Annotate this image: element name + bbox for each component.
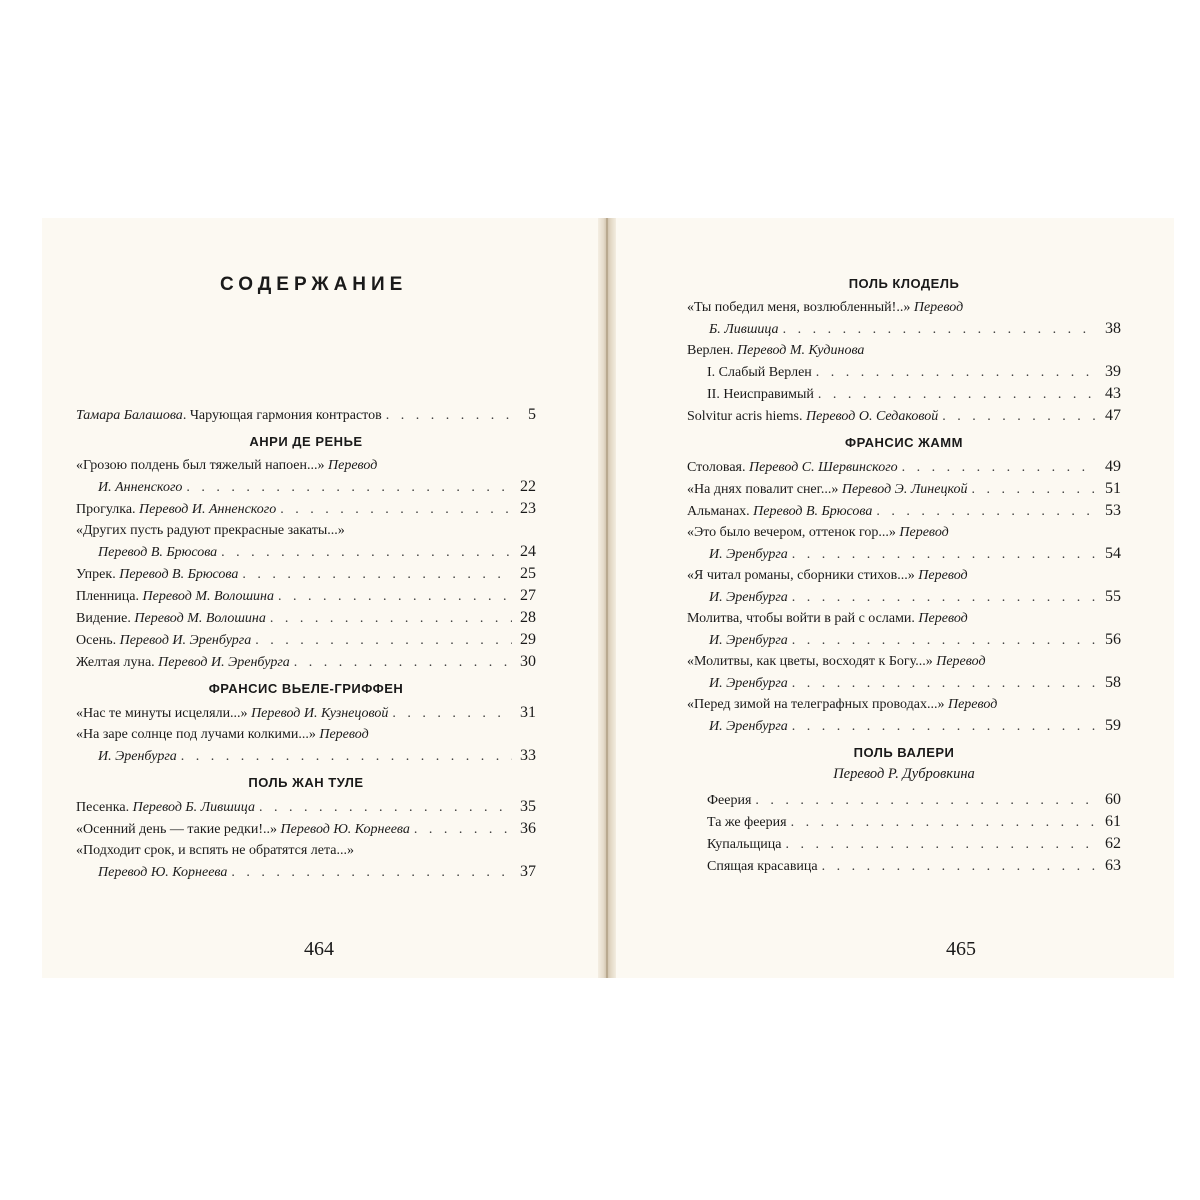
toc-entry[interactable]	[76, 520, 536, 563]
entry-title: «Молитвы, как цветы, восходят к Богу...»	[687, 654, 937, 669]
entry-translator: Перевод В. Брюсова	[119, 567, 239, 582]
entry-title: «Грозою полдень был тяжелый напоен...»	[76, 458, 328, 473]
book-gutter	[598, 218, 616, 978]
page-number: 5	[528, 406, 536, 423]
entry-translator: Перевод	[328, 458, 378, 473]
entry-translator: Перевод	[319, 727, 369, 742]
entry-translator: Перевод	[913, 300, 964, 315]
leader-dots	[259, 797, 512, 818]
toc-entry[interactable]	[687, 297, 1121, 340]
entry-translator: Перевод В. Брюсова	[753, 504, 873, 519]
entry-translator: Перевод И. Кузнецовой	[251, 706, 389, 721]
toc-entry[interactable]	[687, 565, 1121, 608]
entry-title: Песенка.	[76, 800, 133, 815]
toc-list-right	[687, 276, 1121, 877]
entry-title: «Перед зимой на телеграфных проводах...»	[687, 697, 948, 712]
entry-text: «Других пусть радуют прекрасные закаты...»	[76, 523, 345, 538]
page-number: 61	[1105, 813, 1121, 830]
leader-dots	[414, 819, 512, 840]
leader-dots	[792, 587, 1097, 608]
leader-dots	[792, 544, 1097, 565]
leader-dots	[255, 630, 512, 651]
section-subheading: Перевод Р. Дубровкина	[833, 766, 975, 782]
toc-entry[interactable]	[687, 651, 1121, 694]
page-number: 63	[1105, 857, 1121, 874]
entry-translator: Перевод	[899, 525, 949, 540]
folio-right: 465	[946, 938, 976, 960]
leader-dots	[792, 673, 1097, 694]
entry-translator: Перевод М. Волошина	[134, 611, 266, 626]
leader-dots	[242, 564, 512, 585]
entry-text: I. Слабый Верлен	[707, 365, 812, 380]
page-number: 55	[1105, 588, 1121, 605]
leader-dots	[818, 384, 1097, 405]
entry-translator: Перевод И. Эренбурга	[158, 655, 290, 670]
page-number: 47	[1105, 407, 1121, 424]
book-spread	[42, 218, 1174, 978]
entry-title: Видение.	[76, 611, 135, 626]
entry-title: Альманах.	[687, 504, 754, 519]
page-number: 31	[520, 704, 536, 721]
toc-entry[interactable]	[687, 608, 1121, 651]
toc-entry[interactable]	[76, 702, 536, 724]
toc-entry[interactable]	[687, 855, 1121, 877]
toc-entry[interactable]	[76, 585, 536, 607]
leader-dots	[902, 457, 1097, 478]
leader-dots	[792, 630, 1097, 651]
page-number: 23	[520, 500, 536, 517]
section-heading: ФРАНСИС ЖАММ	[845, 435, 963, 450]
leader-dots	[816, 362, 1097, 383]
page-number: 27	[520, 587, 536, 604]
entry-translator: И. Анненского	[98, 480, 183, 495]
leader-dots	[186, 477, 512, 498]
entry-text: Феерия	[707, 793, 752, 808]
entry-title: «На заре солнце под лучами колкими...»	[76, 727, 320, 742]
entry-translator: Перевод И. Анненского	[139, 502, 277, 517]
toc-entry[interactable]	[76, 651, 536, 673]
entry-title: «На днях повалит снег...»	[687, 482, 842, 497]
leader-dots	[791, 812, 1097, 833]
toc-entry[interactable]	[687, 789, 1121, 811]
entry-text: «Подходит срок, и вспять не обратятся лета...»	[76, 843, 355, 858]
leader-dots	[392, 703, 512, 724]
page-number: 59	[1105, 717, 1121, 734]
entry-title: Столовая.	[687, 460, 749, 475]
page-number: 35	[520, 798, 536, 815]
page-number: 53	[1105, 502, 1121, 519]
entry-title: «Ты победил меня, возлюбленный!..»	[687, 300, 914, 315]
page-number: 38	[1105, 320, 1121, 337]
leader-dots	[785, 834, 1097, 855]
entry-translator: Перевод	[918, 611, 968, 626]
entry-translator: Перевод И. Эренбурга	[119, 633, 252, 648]
entry-title: Молитва, чтобы войти в рай с ослами.	[687, 611, 919, 626]
leader-dots	[792, 716, 1097, 737]
entry-translator: И. Эренбурга	[709, 719, 788, 734]
entry-translator: Перевод М. Волошина	[142, 589, 274, 604]
folio-left: 464	[304, 938, 334, 960]
toc-entry[interactable]	[76, 818, 536, 840]
entry-text: Та же феерия	[707, 815, 787, 830]
toc-entry[interactable]	[76, 724, 536, 767]
leader-dots	[942, 406, 1097, 427]
entry-translator: Перевод В. Брюсова	[98, 545, 218, 560]
page-number: 25	[520, 565, 536, 582]
leader-dots	[822, 856, 1097, 877]
toc-entry[interactable]	[687, 478, 1121, 500]
entry-translator: Перевод	[918, 568, 968, 583]
entry-title: «Я читал романы, сборники стихов...»	[687, 568, 919, 583]
entry-translator: Перевод О. Седаковой	[806, 409, 939, 424]
entry-title: Верлен.	[687, 343, 738, 358]
entry-text: Купальщица	[707, 837, 782, 852]
toc-entry-intro[interactable]: Тамара Балашова. Чарующая гармония контрастов . . . 5	[76, 404, 536, 426]
page-number: 58	[1105, 674, 1121, 691]
entry-title: Пленница.	[76, 589, 143, 604]
entry-title: Упрек.	[76, 567, 120, 582]
entry-title: Прогулка.	[76, 502, 140, 517]
page-number: 49	[1105, 458, 1121, 475]
entry-translator: И. Эренбурга	[709, 590, 788, 605]
section-heading: ПОЛЬ ЖАН ТУЛЕ	[248, 775, 364, 790]
section-heading: ФРАНСИС ВЬЕЛЕ-ГРИФФЕН	[208, 681, 404, 696]
page-title: СОДЕРЖАНИЕ	[220, 274, 408, 295]
toc-list-left	[76, 404, 536, 883]
toc-entry[interactable]	[76, 498, 536, 520]
page-number: 28	[520, 609, 536, 626]
toc-entry[interactable]	[76, 796, 536, 818]
leader-dots	[386, 405, 512, 426]
entry-title: Solvitur acris hiems.	[687, 409, 806, 424]
entry-translator: И. Эренбурга	[709, 676, 788, 691]
page-number: 22	[520, 478, 536, 495]
entry-translator: Перевод	[936, 654, 986, 669]
leader-dots	[876, 501, 1097, 522]
toc-entry[interactable]	[687, 383, 1121, 405]
toc-entry[interactable]	[687, 456, 1121, 478]
leader-dots	[783, 319, 1097, 340]
toc-entry[interactable]	[687, 694, 1121, 737]
leader-dots	[755, 790, 1097, 811]
toc-entry[interactable]	[687, 522, 1121, 565]
entry-translator: Перевод	[947, 697, 998, 712]
entry-title: «Нас те минуты исцеляли...»	[76, 706, 252, 721]
page-number: 60	[1105, 791, 1121, 808]
entry-translator: Перевод Б. Лившица	[132, 800, 255, 815]
toc-entry[interactable]	[76, 455, 536, 498]
page-number: 24	[520, 543, 536, 560]
toc-entry[interactable]	[687, 340, 1121, 383]
left-page	[42, 218, 598, 978]
toc-entry[interactable]	[687, 833, 1121, 855]
page-number: 43	[1105, 385, 1121, 402]
leader-dots	[278, 586, 512, 607]
entry-translator: Перевод М. Кудинова	[737, 343, 865, 358]
entry-translator: Перевод Ю. Корнеева	[98, 865, 228, 880]
toc-entry[interactable]	[687, 405, 1121, 427]
toc-entry[interactable]	[76, 563, 536, 585]
leader-dots	[294, 652, 512, 673]
entry-title: «Осенний день — такие редки!..»	[76, 822, 281, 837]
toc-entry[interactable]	[76, 840, 536, 883]
toc-entry[interactable]	[76, 629, 536, 651]
page-number: 54	[1105, 545, 1121, 562]
entry-title: Осень.	[76, 633, 120, 648]
page-number: 39	[1105, 363, 1121, 380]
page-number: 30	[520, 653, 536, 670]
entry-title: «Это было вечером, оттенок гор...»	[687, 525, 900, 540]
toc-entry[interactable]	[687, 500, 1121, 522]
entry-translator: И. Эренбурга	[709, 633, 788, 648]
entry-translator: Перевод Э. Линецкой	[841, 482, 968, 497]
section-heading: АНРИ ДЕ РЕНЬЕ	[249, 434, 363, 449]
entry-text: II. Неисправимый	[707, 387, 814, 402]
intro-title: Чарующая гармония контрастов	[189, 408, 382, 423]
section-heading: ПОЛЬ КЛОДЕЛЬ	[848, 276, 960, 291]
entry-title: Желтая луна.	[76, 655, 159, 670]
entry-translator: Перевод Ю. Корнеева	[280, 822, 410, 837]
toc-entry[interactable]	[76, 607, 536, 629]
section-heading: ПОЛЬ ВАЛЕРИ	[853, 745, 955, 760]
page-number: 29	[520, 631, 536, 648]
page-number: 51	[1105, 480, 1121, 497]
right-page	[616, 218, 1174, 978]
leader-dots	[221, 542, 512, 563]
entry-translator: И. Эренбурга	[709, 547, 788, 562]
leader-dots	[280, 499, 512, 520]
leader-dots	[231, 862, 512, 883]
page-number: 56	[1105, 631, 1121, 648]
page-number: 37	[520, 863, 536, 880]
intro-author: Тамара Балашова	[76, 408, 183, 423]
entry-translator: И. Эренбурга	[98, 749, 177, 764]
leader-dots	[270, 608, 512, 629]
page-number: 36	[520, 820, 536, 837]
page-number: 33	[520, 747, 536, 764]
entry-translator: Перевод С. Шервинского	[748, 460, 898, 475]
leader-dots	[181, 746, 512, 767]
toc-entry[interactable]	[687, 811, 1121, 833]
entry-translator: Б. Лившица	[709, 322, 779, 337]
entry-text: Спящая красавица	[707, 859, 818, 874]
page-number: 62	[1105, 835, 1121, 852]
leader-dots	[971, 479, 1097, 500]
